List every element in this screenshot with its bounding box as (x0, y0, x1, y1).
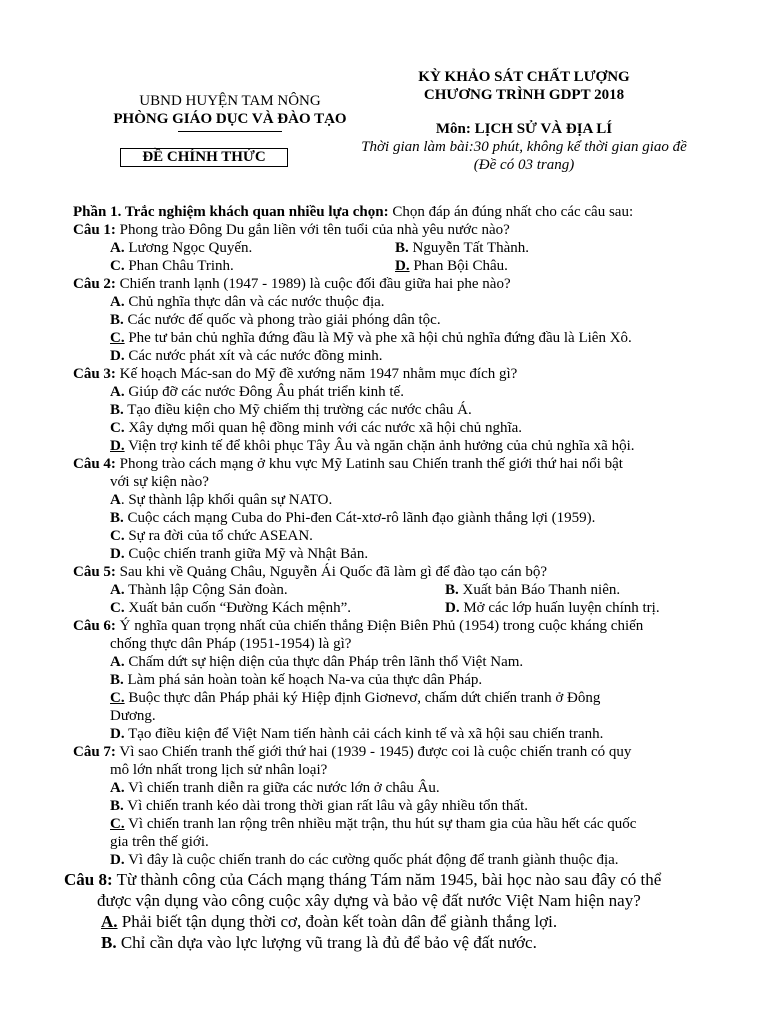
option-d: D. Mở các lớp huấn luyện chính trị. (445, 600, 660, 616)
option-c: C. Vì chiến tranh lan rộng trên nhiều mặt trận, thu hút sự tham gia của hầu hết các quốc (110, 816, 637, 832)
option-a: A. Sự thành lập khối quân sự NATO. (110, 492, 333, 508)
header-right (330, 68, 718, 174)
question-label: Câu 6: (73, 618, 116, 634)
question-2 (73, 275, 723, 365)
question-label: Câu 5: (73, 564, 116, 580)
option-a: A. Giúp đỡ các nước Đông Âu phát triển kinh tế. (110, 384, 404, 400)
question-label: Câu 2: (73, 276, 116, 292)
question-4 (73, 455, 723, 563)
question-text: Phong trào Đông Du gắn liền với tên tuổi của nhà yêu nước nào? (115, 222, 510, 238)
option-b: B. Xuất bản Báo Thanh niên. (445, 582, 621, 598)
question-text: Ý nghĩa quan trọng nhất của chiến thắng Điện Biên Phủ (1954) trong cuộc kháng chiến (115, 618, 644, 634)
question-label: Câu 3: (73, 366, 116, 382)
question-8 (64, 869, 723, 953)
option-c: C. Buộc thực dân Pháp phải ký Hiệp định Giơnevơ, chấm dứt chiến tranh ở Đông (110, 690, 601, 706)
part-heading (73, 203, 723, 221)
option-c: C. Phan Châu Trinh. (110, 258, 234, 274)
option-d: D. Phan Bội Châu. (395, 258, 508, 274)
question-label: Câu 8: (64, 870, 113, 889)
exam-subject: Môn: LỊCH SỬ VÀ ĐỊA LÍ (435, 121, 613, 137)
option-d: D. Các nước phát xít và các nước đồng minh. (110, 348, 383, 364)
question-5 (73, 563, 723, 617)
question-text-continued: chống thực dân Pháp (1951-1954) là gì? (110, 636, 352, 652)
question-text-continued: được vận dụng vào công cuộc xây dựng và bảo vệ đất nước Việt Nam hiện nay? (97, 891, 641, 910)
option-a: A. Chủ nghĩa thực dân và các nước thuộc địa. (110, 294, 385, 310)
part-title: Phần 1. Trắc nghiệm khách quan nhiều lựa chọn: (73, 204, 389, 220)
question-1 (73, 221, 723, 275)
option-c-continued: gia trên thế giới. (110, 834, 209, 850)
option-a: A. Vì chiến tranh diễn ra giữa các nước lớn ở châu Âu. (110, 780, 440, 796)
question-7 (73, 743, 723, 869)
question-text-continued: mô lớn nhất trong lịch sử nhân loại? (110, 762, 328, 778)
option-b: B. Vì chiến tranh kéo dài trong thời gian rất lâu và gây nhiều tổn thất. (110, 798, 528, 814)
option-b: B. Nguyễn Tất Thành. (395, 240, 530, 256)
exam-time: Thời gian làm bài:30 phút, không kể thời gian giao đề (361, 139, 687, 155)
option-b: B. Tạo điều kiện cho Mỹ chiếm thị trường các nước châu Á. (110, 402, 472, 418)
option-b: B. Chỉ cần dựa vào lực lượng vũ trang là đủ để bảo vệ đất nước. (101, 933, 537, 952)
header-divider (178, 131, 282, 132)
option-c: C. Xuất bản cuốn “Đường Kách mệnh”. (110, 600, 351, 616)
org-name: UBND HUYỆN TAM NÔNG (139, 93, 321, 109)
exam-program: CHƯƠNG TRÌNH GDPT 2018 (423, 87, 625, 103)
option-d: D. Vì đây là cuộc chiến tranh do các cường quốc phát động để tranh giành thuộc địa. (110, 852, 619, 868)
option-a: A. Phải biết tận dụng thời cơ, đoàn kết toàn dân để giành thắng lợi. (101, 912, 558, 931)
option-d: D. Viện trợ kinh tế để khôi phục Tây Âu và ngăn chặn ảnh hưởng của chủ nghĩa xã hội. (110, 438, 635, 454)
option-a: A. Chấm dứt sự hiện diện của thực dân Pháp trên lãnh thổ Việt Nam. (110, 654, 524, 670)
department-name: PHÒNG GIÁO DỤC VÀ ĐÀO TẠO (113, 111, 347, 127)
option-b: B. Làm phá sản hoàn toàn kế hoạch Na-va của thực dân Pháp. (110, 672, 483, 688)
option-c-continued: Dương. (110, 708, 156, 724)
question-text: Phong trào cách mạng ở khu vực Mỹ Latinh sau Chiến tranh thế giới thứ hai nổi bật (115, 456, 623, 472)
question-text: Sau khi về Quảng Châu, Nguyễn Ái Quốc đã làm gì để đào tạo cán bộ? (115, 564, 548, 580)
exam-title: KỲ KHẢO SÁT CHẤT LƯỢNG (418, 69, 630, 85)
question-label: Câu 7: (73, 744, 116, 760)
question-text: Kế hoạch Mác-san do Mỹ đề xướng năm 1947 nhằm mục đích gì? (115, 366, 518, 382)
option-d: D. Cuộc chiến tranh giữa Mỹ và Nhật Bản. (110, 546, 369, 562)
option-b: B. Các nước đế quốc và phong trào giải phóng dân tộc. (110, 312, 441, 328)
question-6 (73, 617, 723, 743)
question-text: Chiến tranh lạnh (1947 - 1989) là cuộc đối đầu giữa hai phe nào? (115, 276, 511, 292)
question-3 (73, 365, 723, 455)
option-c: C. Xây dựng mối quan hệ đồng minh với các nước xã hội chủ nghĩa. (110, 420, 523, 436)
question-text: Từ thành công của Cách mạng tháng Tám năm 1945, bài học nào sau đây có thể (112, 870, 662, 889)
option-a: A. Thành lập Cộng Sản đoàn. (110, 582, 288, 598)
official-exam-label: ĐỀ CHÍNH THỨC (120, 148, 288, 167)
exam-page-count: (Đề có 03 trang) (473, 157, 575, 173)
question-label: Câu 1: (73, 222, 116, 238)
option-d: D. Tạo điều kiện để Việt Nam tiến hành cải cách kinh tế và xã hội sau chiến tranh. (110, 726, 604, 742)
option-a: A. Lương Ngọc Quyến. (110, 240, 253, 256)
question-text: Vì sao Chiến tranh thế giới thứ hai (1939 - 1945) được coi là cuộc chiến tranh có quy (115, 744, 632, 760)
option-b: B. Cuộc cách mạng Cuba do Phi-đen Cát-xtơ-rô lãnh đạo giành thắng lợi (1959). (110, 510, 596, 526)
exam-content (64, 203, 723, 953)
option-c: C. Phe tư bản chủ nghĩa đứng đầu là Mỹ và phe xã hội chủ nghĩa đứng đầu là Liên Xô. (110, 330, 632, 346)
question-label: Câu 4: (73, 456, 116, 472)
part-instruction: Chọn đáp án đúng nhất cho các câu sau: (388, 204, 634, 220)
option-c: C. Sự ra đời của tổ chức ASEAN. (110, 528, 313, 544)
question-text-continued: với sự kiện nào? (110, 474, 209, 490)
